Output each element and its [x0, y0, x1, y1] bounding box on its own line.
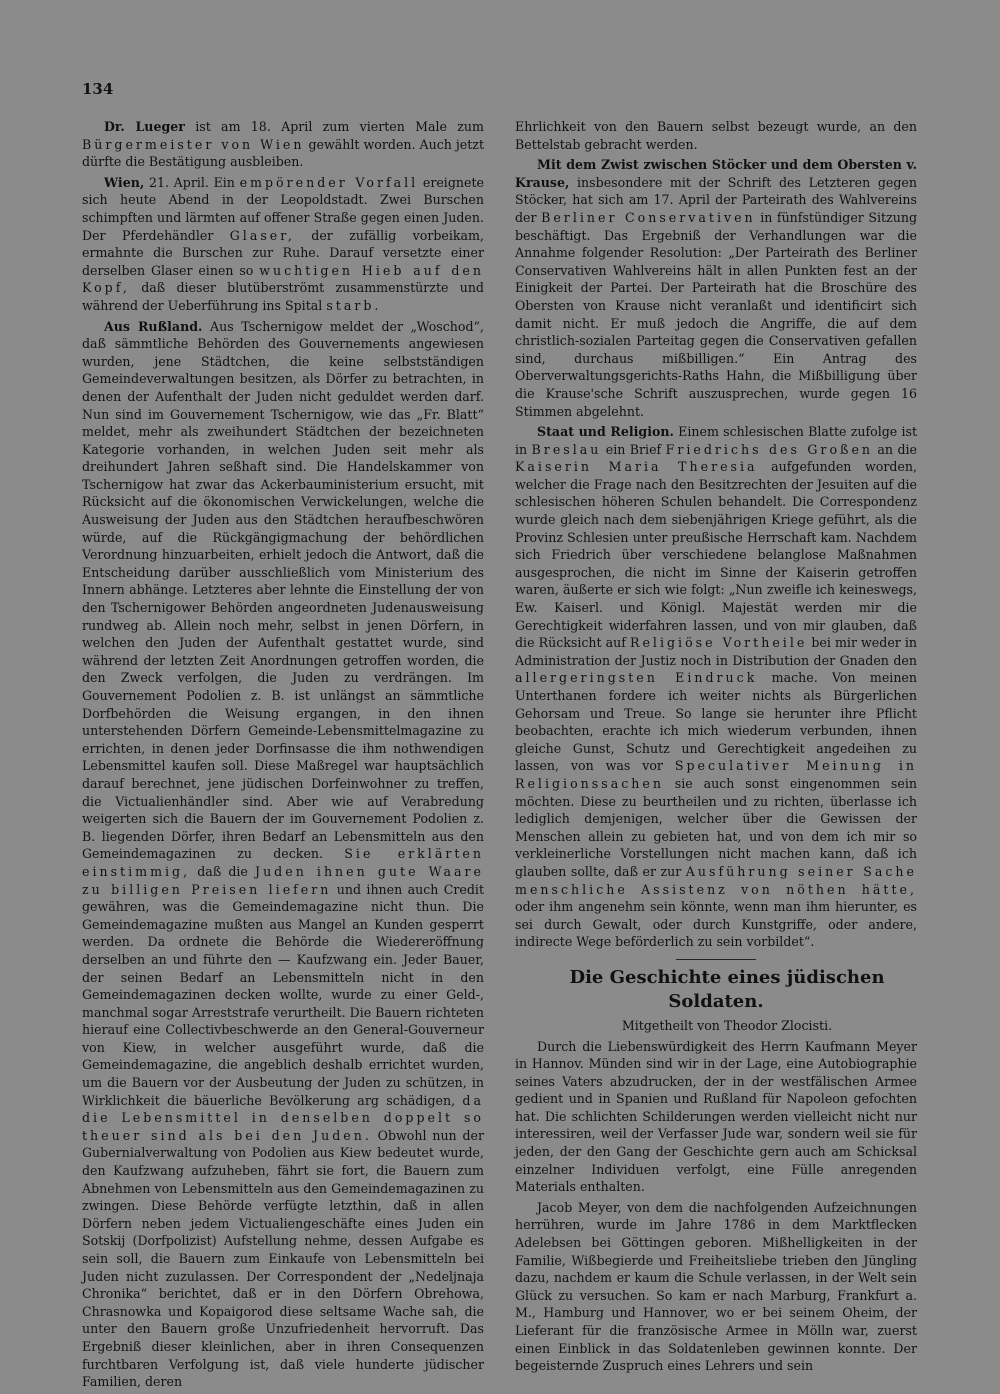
paragraph-lueger: Dr. Lueger ist am 18. April zum vierten Male zum Bürgermeister von Wien gewählt worden. Auch jetzt dürfte die Bestätigung ausbleiben. — [82, 119, 485, 170]
section-divider — [676, 959, 756, 960]
heading-russland: Aus Rußland. — [104, 318, 203, 334]
page-number: 134 — [82, 80, 114, 98]
heading-wien: Wien, — [104, 174, 145, 190]
right-column — [515, 118, 917, 1378]
paragraph-stoecker: Mit dem Zwist zwischen Stöcker und dem Obersten v. Krause, insbesondere mit der Schrift des Letzteren gegen Stöcker, hat sich am 17. April der Parteirath des Wahlvereins der Berliner Conservativen in fünfstündiger Sitzung beschäftigt. Das Ergebniß der Verhandlungen war die Annahme folgender Resolution: „Der Parteirath des Berliner Conservativen Wahlvereins hält in allen Punkten fest an der Einigkeit der Partei. Der Parteirath hat die Broschüre des Obersten von Krause nicht veranlaßt und identificirt sich damit nicht. Er muß jedoch die Angriffe, die auf dem christlich-sozialen Parteitag gegen die Conservativen gefallen sind, durchaus mißbilligen.“ Ein Antrag des Oberverwaltungsgerichts-Raths Hahn, die Mißbilligung über die Krause'sche Schrift auszusprechen, wurde gegen 16 Stimmen abgelehnt. — [515, 157, 918, 419]
paragraph-russland: Aus Rußland. Aus Tschernigow meldet der „Woschod“, daß sämmtliche Behörden des Gouvernements angewiesen wurden, jene Städtchen, die keine selbstständigen Gemeindeverwaltungen besitzen, als Dörfer zu betrachten, in denen der Aufenthalt der Juden nicht geduldet werden darf. Nun sind im Gouvernement Tschernigow, wie das „Fr. Blatt“ meldet, mehr als zweihundert Städtchen der bezeichneten Kategorie vorhanden, in welchen Juden seit mehr als dreihundert Jahren seßhaft sind. Die Handelskammer von Tschernigow hat zwar das Ackerbauministerium ersucht, mit Rücksicht auf die ökonomischen Verwickelungen, welche die Ausweisung der Juden aus den Städtchen heraufbeschwören würde, auf die Rückgängigmachung der behördlichen Verordnung hinzuarbeiten, erhielt jedoch die Antwort, daß die Entscheidung darüber ausschließlich vom Ministerium des Innern abhänge. Letzteres aber lehnte die Einstellung der von den Tschernigower Behörden angeordneten Judenausweisung rundweg ab. Allein noch mehr, selbst in jenen Dörfern, in welchen den Juden der Aufenthalt gestattet wurde, sind während der letzten Zeit Anordnungen getroffen worden, die den Zweck verfolgen, die Juden zu verdrängen. Im Gouvernement Podolien z. B. ist unlängst an sämmtliche Dorfbehörden die Weisung ergangen, in den ihnen unterstehenden Dörfern Gemeinde-Lebensmittelmagazine zu errichten, in denen jeder Dorfinsasse die ihm nothwendigen Lebensmittel kaufen soll. Diese Maßregel war hauptsächlich darauf berechnet, jene jüdischen Dorfeinwohner zu treffen, die Victualienhändler sind. Aber wie auf Verabredung weigerten sich die Bauern der im Gouvernement Podolien z. B. liegenden Dörfer, ihren Bedarf an Lebensmitteln aus den Gemeindemagazinen zu decken. Sie erklärten einstimmig, daß die Juden ihnen gute Waare zu billigen Preisen liefern und ihnen auch Credit gewähren, was die Gemeindemagazine nicht thun. Die Gemeindemagazine mußten aus Mangel an Kunden gesperrt werden. Da ordnete die Behörde die Wiedereröffnung derselben an und führte den — Kaufzwang ein. Jeder Bauer, der seinen Bedarf an Lebensmitteln nicht in den Gemeindemagazinen decken wollte, wurde zu einer Geld-, manchmal sogar Arreststrafe verurtheilt. Die Bauern richteten hierauf eine Collectivbeschwerde an den General-Gouverneur von Kiew, in welcher ausgeführt wurde, daß die Gemeindemagazine, die angeblich deshalb errichtet wurden, um die Bauern vor der Ausbeutung der Juden zu schützen, in Wirklichkeit die bäuerliche Bevölkerung arg schädigen, da die Lebensmittel in denselben doppelt so theuer sind als bei den Juden. Obwohl nun der Gubernialverwaltung von Podolien aus Kiew bedeutet wurde, den Kaufzwang aufzuheben, fährt sie fort, die Bauern zum Abnehmen von Lebensmitteln aus den Gemeindemagazinen zu zwingen. Diese Behörde verfügte letzthin, daß in allen Dörfern neben jedem Victualiengeschäfte eines Juden ein Sotskij (Dorfpolizist) Aufstellung nehme, dessen Aufgabe es sein soll, die Bauern zum Einkaufe von Lebensmitteln bei Juden nicht zuzulassen. Der Correspondent der „Nedeljnaja Chronika“ berichtet, daß er in den Dörfern Obrehowa, Chrasnowka und Kopaigorod diese seltsame Wache sah, die unter den Bauern große Unzufriedenheit hervorruft. Das Ergebniß dieser kleinlichen, aber in ihren Consequenzen furchtbaren Verfolgung ist, daß viele hunderte jüdischer Familien, deren — [82, 318, 485, 1390]
article-title: Die Geschichte eines jüdischen Soldaten. — [569, 966, 885, 1012]
paragraph-jacob-meyer: Jacob Meyer, von dem die nachfolgenden Aufzeichnungen herrühren, wurde im Jahre 1786 in dem Marktflecken Adelebsen bei Göttingen geboren. Mißhelligkeiten in der Familie, Wißbegierde und Freiheitsliebe trieben den Jüngling dazu, nachdem er kaum die Schule verlassen, in der Welt sein Glück zu versuchen. So kam er nach Marburg, Frankfurt a. M., Hamburg und Hannover, wo er bei seinem Oheim, der Lieferant für die französische Armee in Mölln war, zuerst einen Einblick in das Soldatenleben gewinnen konnte. Der begeisternde Zuspruch eines Lehrers und sein — [515, 1199, 917, 1374]
heading-staat-religion: Staat und Religion. — [537, 424, 674, 440]
left-column — [82, 118, 484, 1394]
paragraph-wien: Wien, 21. April. Ein empörender Vorfall ereignete sich heute Abend in der Leopoldstadt. Zwei Burschen schimpften und lärmten auf offener Straße gegen einen Juden. Der Pferdehändler Glaser, der zufällig vorbeikam, ermahnte die Burschen zur Ruhe. Darauf versetzte einer derselben Glaser einen so wuchtigen Hieb auf den Kopf, daß dieser blutüberströmt zusammenstürzte und während der Ueberführung ins Spital starb. — [82, 174, 484, 313]
heading-lueger: Dr. Lueger — [104, 119, 185, 134]
paragraph-staat-religion: Staat und Religion. Einem schlesischen Blatte zufolge ist in Breslau ein Brief Friedrichs des Großen an die Kaiserin Maria Theresia aufgefunden worden, welcher die Frage nach den Besitzrechten der Jesuiten auf die schlesischen höheren Schulen behandelt. Die Correspondenz wurde gleich nach dem siebenjährigen Kriege geführt, als die Provinz Schlesien unter preußische Herrschaft kam. Nachdem sich Friedrich über verschiedene belanglose Maßnahmen ausgesprochen, die nicht im Sinne der Kaiserin getroffen waren, äußerte er sich wie folgt: „Nun zweifle ich keineswegs, Ew. Kaiserl. und Königl. Majestät werden mir die Gerechtigkeit widerfahren lassen, und von mir glauben, daß die Rücksicht auf Religiöse Vortheile bei mir weder in Administration der Justiz noch in Distribution der Gnaden den allergeringsten Eindruck mache. Von meinen Unterthanen fordere ich weiter nichts als Bürgerlichen Gehorsam und Treue. So lange sie herunter ihre Pflicht beobachten, erachte ich mich wiederum verbunden, ihnen gleiche Gunst, Schutz und Gerechtigkeit angedeihen zu lassen, von was vor Speculativer Meinung in Religionssachen sie auch sonst eingenommen sein möchten. Diese zu beurtheilen und zu richten, überlasse ich lediglich demjenigen, welcher über die Gewissen der Menschen allein zu gebieten hat, und von dem ich mir so verkleinerliche Vorstellungen nicht machen kann, daß ich glauben sollte, daß er zur Ausführung seiner Sache menschliche Assistenz von nöthen hätte, oder ihm angenehm sein könnte, wenn man ihm hierunter, es sei durch Gewalt, oder durch Kunstgriffe, oder andere, indirecte Wege beförderlich zu sein vorbildet“. — [515, 424, 918, 950]
paragraph-intro: Durch die Liebenswürdigkeit des Herrn Kaufmann Meyer in Hannov. Münden sind wir in der Lage, eine Autobiographie seines Vaters abzudrucken, der in der westfälischen Armee gedient und in Spanien und Rußland für Napoleon gefochten hat. Die schlichten Schilderungen werden vielleicht nicht nur interessiren, weil der Verfasser Jude war, sondern weil sie für jeden, der den Gang der Geschichte gern auch am Schicksal einzelner Individuen verfolgt, eine Fülle anregenden Materials enthalten. — [515, 1038, 917, 1195]
paragraph-continuation: Ehrlichkeit von den Bauern selbst bezeugt wurde, an den Bettelstab gebracht werden. — [515, 119, 917, 152]
article-subtitle: Mitgetheilt von Theodor Zlocisti. — [621, 1017, 833, 1033]
heading-stoecker: Mit dem Zwist zwischen Stöcker und dem Obersten v. Krause, — [515, 157, 917, 190]
